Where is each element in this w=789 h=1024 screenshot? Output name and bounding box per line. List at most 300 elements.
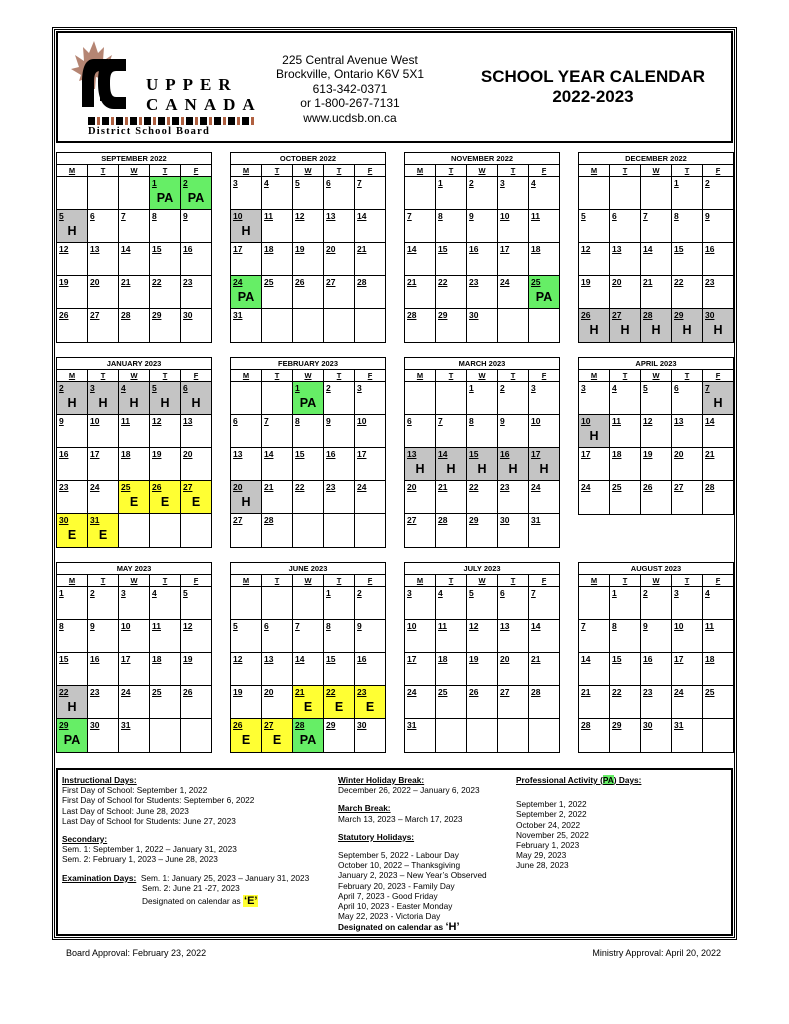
day-number: 10 xyxy=(357,416,367,426)
day-code: H xyxy=(241,224,251,238)
day-cell xyxy=(324,719,355,752)
day-cell xyxy=(231,243,262,275)
day-cell xyxy=(293,514,324,547)
day-number: 14 xyxy=(705,416,715,426)
day-number: 3 xyxy=(121,588,126,598)
day-number: 8 xyxy=(326,621,331,631)
weekday-label: T xyxy=(150,575,181,586)
day-cell xyxy=(150,382,181,414)
day-cell xyxy=(262,620,293,652)
day-code: H xyxy=(589,429,599,443)
day-number: 28 xyxy=(121,310,131,320)
day-cell xyxy=(181,415,211,447)
day-cell xyxy=(88,177,119,209)
day-cell xyxy=(529,620,559,652)
weekday-label: T xyxy=(88,575,119,586)
day-cell xyxy=(703,653,733,685)
day-number: 24 xyxy=(581,482,591,492)
day-number: 1 xyxy=(612,588,617,598)
day-number: 8 xyxy=(295,416,300,426)
day-number: 18 xyxy=(121,449,131,459)
day-cell xyxy=(641,177,672,209)
day-number: 10 xyxy=(407,621,417,631)
day-code: H xyxy=(589,323,599,337)
day-number: 20 xyxy=(612,277,622,287)
week-row xyxy=(579,719,733,752)
day-cell xyxy=(579,481,610,514)
week-row xyxy=(57,382,211,415)
day-cell xyxy=(57,481,88,513)
weekday-label: F xyxy=(193,166,199,175)
day-cell xyxy=(703,686,733,718)
day-cell xyxy=(57,210,88,242)
weekday-label: W xyxy=(467,575,498,586)
month-title: JANUARY 2023 xyxy=(57,358,211,370)
address-line: Brockville, Ontario K6V 5X1 xyxy=(275,67,425,82)
week-row xyxy=(57,210,211,243)
month-title: JUNE 2023 xyxy=(231,563,385,575)
day-number: 16 xyxy=(705,244,715,254)
day-number: 26 xyxy=(643,482,653,492)
day-number: 13 xyxy=(233,449,243,459)
day-number: 3 xyxy=(531,383,536,393)
weekday-header xyxy=(231,370,385,382)
day-number: 8 xyxy=(612,621,617,631)
day-number: 19 xyxy=(643,449,653,459)
day-cell xyxy=(262,481,293,513)
day-number: 4 xyxy=(121,383,126,393)
day-number: 22 xyxy=(152,277,162,287)
day-number: 25 xyxy=(531,277,541,287)
day-cell xyxy=(672,448,703,480)
day-number: 2 xyxy=(705,178,710,188)
day-cell xyxy=(262,448,293,480)
day-code: H xyxy=(129,396,139,410)
week-row xyxy=(579,448,733,481)
day-cell xyxy=(119,448,150,480)
exam-tag: ‘E’ xyxy=(244,895,258,908)
day-number: 22 xyxy=(326,687,336,697)
day-cell xyxy=(703,309,733,342)
day-cell xyxy=(355,210,385,242)
week-row xyxy=(57,276,211,309)
day-cell xyxy=(579,243,610,275)
day-number: 15 xyxy=(612,654,622,664)
day-cell xyxy=(529,587,559,619)
legend-line: November 25, 2022 xyxy=(516,829,589,840)
day-number: 5 xyxy=(643,383,648,393)
day-number: 2 xyxy=(500,383,505,393)
day-number: 9 xyxy=(357,621,362,631)
day-cell xyxy=(150,210,181,242)
day-number: 27 xyxy=(500,687,510,697)
day-number: 17 xyxy=(674,654,684,664)
day-number: 7 xyxy=(643,211,648,221)
day-cell xyxy=(119,243,150,275)
day-number: 14 xyxy=(264,449,274,459)
week-row xyxy=(57,620,211,653)
day-cell xyxy=(57,415,88,447)
weekday-label: F xyxy=(715,166,721,175)
day-cell xyxy=(610,210,641,242)
day-number: 29 xyxy=(326,720,336,730)
weekday-label: T xyxy=(672,575,703,586)
day-cell xyxy=(262,686,293,718)
day-number: 21 xyxy=(121,277,131,287)
day-cell xyxy=(498,382,529,414)
day-number: 3 xyxy=(407,588,412,598)
day-cell xyxy=(641,243,672,275)
day-number: 31 xyxy=(674,720,684,730)
legend-line: Last Day of School for Students: June 27, 2023 xyxy=(62,815,236,826)
holiday-designated: Designated on calendar as xyxy=(338,922,444,933)
weekday-label: T xyxy=(262,165,293,176)
day-cell xyxy=(181,177,211,209)
day-cell xyxy=(293,719,324,752)
day-number: 16 xyxy=(183,244,193,254)
weekday-label: T xyxy=(324,575,355,586)
day-cell xyxy=(293,481,324,513)
week-row xyxy=(231,620,385,653)
day-code: PA xyxy=(299,733,317,747)
day-cell xyxy=(641,686,672,718)
day-number: 15 xyxy=(674,244,684,254)
day-code: H xyxy=(160,396,170,410)
day-cell xyxy=(641,587,672,619)
day-number: 16 xyxy=(469,244,479,254)
day-number: 24 xyxy=(531,482,541,492)
day-number: 12 xyxy=(469,621,479,631)
week-row xyxy=(57,243,211,276)
day-number: 1 xyxy=(59,588,64,598)
day-number: 10 xyxy=(90,416,100,426)
day-number: 10 xyxy=(674,621,684,631)
day-number: 2 xyxy=(357,588,362,598)
day-cell xyxy=(436,653,467,685)
weekday-label: F xyxy=(193,576,199,585)
week-row xyxy=(405,514,559,547)
day-cell xyxy=(355,276,385,308)
day-cell xyxy=(293,620,324,652)
day-number: 31 xyxy=(407,720,417,730)
day-number: 31 xyxy=(531,515,541,525)
day-number: 19 xyxy=(233,687,243,697)
day-number: 5 xyxy=(581,211,586,221)
day-cell xyxy=(119,620,150,652)
day-cell xyxy=(181,481,211,513)
day-number: 18 xyxy=(264,244,274,254)
legend-line: September 2, 2022 xyxy=(516,809,587,820)
day-cell xyxy=(57,514,88,547)
day-cell xyxy=(355,415,385,447)
week-row xyxy=(231,243,385,276)
month-calendar xyxy=(56,562,212,753)
day-cell xyxy=(405,481,436,513)
day-number: 19 xyxy=(295,244,305,254)
day-cell xyxy=(672,382,703,414)
weekday-header xyxy=(405,370,559,382)
legend xyxy=(56,768,733,936)
weekday-label: F xyxy=(541,371,547,380)
day-number: 8 xyxy=(438,211,443,221)
day-number: 28 xyxy=(705,482,715,492)
day-number: 17 xyxy=(581,449,591,459)
day-cell xyxy=(498,448,529,480)
day-cell xyxy=(88,243,119,275)
day-number: 28 xyxy=(531,687,541,697)
day-number: 11 xyxy=(152,621,161,631)
day-cell xyxy=(529,177,559,209)
month-calendar xyxy=(404,562,560,753)
day-number: 17 xyxy=(531,449,541,459)
legend-line: Sem. 2: February 1, 2023 – June 28, 2023 xyxy=(62,854,218,865)
day-number: 4 xyxy=(264,178,269,188)
day-number: 21 xyxy=(531,654,541,664)
weekday-label: F xyxy=(715,371,721,380)
day-number: 6 xyxy=(233,416,238,426)
day-cell xyxy=(529,309,559,342)
day-cell xyxy=(529,276,559,308)
day-cell xyxy=(467,481,498,513)
day-number: 6 xyxy=(183,383,188,393)
day-cell xyxy=(467,448,498,480)
day-cell xyxy=(231,276,262,308)
weekday-label: M xyxy=(231,575,262,586)
day-number: 3 xyxy=(581,383,586,393)
day-number: 5 xyxy=(152,383,157,393)
day-cell xyxy=(405,587,436,619)
day-number: 19 xyxy=(581,277,591,287)
day-number: 5 xyxy=(233,621,238,631)
day-number: 12 xyxy=(183,621,193,631)
day-number: 14 xyxy=(121,244,131,254)
day-cell xyxy=(293,210,324,242)
day-number: 24 xyxy=(357,482,367,492)
day-number: 22 xyxy=(674,277,684,287)
day-cell xyxy=(119,481,150,513)
day-number: 20 xyxy=(407,482,417,492)
instructional-title: Instructional Days: xyxy=(62,775,137,785)
day-number: 15 xyxy=(152,244,162,254)
day-cell xyxy=(324,620,355,652)
month-title: OCTOBER 2022 xyxy=(231,153,385,165)
legend-line: Sem. 2: June 21 -27, 2023 xyxy=(142,882,240,893)
day-number: 2 xyxy=(90,588,95,598)
day-cell xyxy=(231,210,262,242)
day-code: H xyxy=(651,323,661,337)
day-cell xyxy=(672,587,703,619)
weekday-label: W xyxy=(467,165,498,176)
legend-line: April 10, 2023 - Easter Monday xyxy=(338,901,453,912)
day-number: 17 xyxy=(357,449,367,459)
week-row xyxy=(231,309,385,342)
day-number: 23 xyxy=(500,482,510,492)
day-number: 1 xyxy=(152,178,157,188)
day-cell xyxy=(703,210,733,242)
day-cell xyxy=(498,686,529,718)
day-cell xyxy=(181,686,211,718)
week-row xyxy=(579,309,733,342)
day-number: 25 xyxy=(438,687,448,697)
weekday-label: W xyxy=(119,165,150,176)
day-number: 30 xyxy=(90,720,100,730)
day-number: 28 xyxy=(295,720,305,730)
weekday-label: W xyxy=(641,370,672,381)
day-cell xyxy=(293,448,324,480)
day-cell xyxy=(88,481,119,513)
day-cell xyxy=(57,243,88,275)
weekday-label: W xyxy=(293,575,324,586)
week-row xyxy=(405,309,559,342)
day-cell xyxy=(293,686,324,718)
weekday-label: M xyxy=(57,165,88,176)
day-code: H xyxy=(539,462,549,476)
day-cell xyxy=(610,177,641,209)
day-number: 12 xyxy=(59,244,69,254)
day-number: 15 xyxy=(295,449,305,459)
day-cell xyxy=(672,686,703,718)
week-row xyxy=(579,276,733,309)
day-cell xyxy=(703,382,733,414)
day-number: 11 xyxy=(705,621,714,631)
day-cell xyxy=(467,653,498,685)
day-cell xyxy=(641,309,672,342)
day-cell xyxy=(405,653,436,685)
weekday-header xyxy=(57,165,211,177)
month-calendar xyxy=(56,357,212,548)
day-cell xyxy=(405,177,436,209)
day-cell xyxy=(467,177,498,209)
weekday-label: M xyxy=(57,370,88,381)
day-number: 24 xyxy=(407,687,417,697)
day-cell xyxy=(610,448,641,480)
week-row xyxy=(57,686,211,719)
day-cell xyxy=(355,481,385,513)
day-code: H xyxy=(713,323,723,337)
week-row xyxy=(405,210,559,243)
day-cell xyxy=(641,276,672,308)
week-row xyxy=(231,514,385,547)
day-cell xyxy=(672,481,703,514)
day-number: 27 xyxy=(326,277,336,287)
week-row xyxy=(231,276,385,309)
day-cell xyxy=(231,177,262,209)
weekday-label: T xyxy=(150,165,181,176)
day-cell xyxy=(231,309,262,342)
exam-designated: Designated on calendar as xyxy=(142,896,241,907)
day-number: 12 xyxy=(295,211,305,221)
day-cell xyxy=(610,719,641,752)
holiday-tag: ‘H’ xyxy=(445,921,460,934)
day-number: 24 xyxy=(121,687,131,697)
day-number: 7 xyxy=(531,588,536,598)
day-number: 23 xyxy=(183,277,193,287)
day-code: H xyxy=(241,495,251,509)
day-code: H xyxy=(67,224,77,238)
day-cell xyxy=(150,481,181,513)
day-cell xyxy=(88,719,119,752)
day-cell xyxy=(579,686,610,718)
day-number: 20 xyxy=(233,482,243,492)
day-cell xyxy=(324,587,355,619)
day-cell xyxy=(467,514,498,547)
day-cell xyxy=(579,587,610,619)
day-number: 7 xyxy=(295,621,300,631)
day-cell xyxy=(641,382,672,414)
day-cell xyxy=(57,686,88,718)
month-title: APRIL 2023 xyxy=(579,358,733,370)
day-cell xyxy=(324,309,355,342)
weekday-label: F xyxy=(541,576,547,585)
day-cell xyxy=(529,686,559,718)
weekday-header xyxy=(405,575,559,587)
day-number: 31 xyxy=(121,720,131,730)
day-number: 19 xyxy=(152,449,162,459)
month-title: SEPTEMBER 2022 xyxy=(57,153,211,165)
day-code: PA xyxy=(237,290,255,304)
day-number: 13 xyxy=(183,416,193,426)
day-number: 21 xyxy=(643,277,653,287)
day-cell xyxy=(405,276,436,308)
day-cell xyxy=(119,514,150,547)
week-row xyxy=(57,309,211,342)
day-cell xyxy=(57,177,88,209)
day-cell xyxy=(324,276,355,308)
day-cell xyxy=(672,177,703,209)
day-number: 7 xyxy=(407,211,412,221)
day-cell xyxy=(181,276,211,308)
day-number: 29 xyxy=(612,720,622,730)
day-number: 27 xyxy=(407,515,417,525)
day-code: E xyxy=(241,733,251,747)
day-cell xyxy=(610,481,641,514)
weekday-header xyxy=(405,165,559,177)
day-number: 26 xyxy=(469,687,479,697)
day-cell xyxy=(703,448,733,480)
day-number: 1 xyxy=(674,178,679,188)
day-number: 2 xyxy=(643,588,648,598)
week-row xyxy=(231,210,385,243)
day-number: 26 xyxy=(152,482,162,492)
day-cell xyxy=(119,587,150,619)
weekday-label: T xyxy=(324,165,355,176)
day-cell xyxy=(529,719,559,752)
weekday-label: F xyxy=(367,166,373,175)
day-number: 11 xyxy=(264,211,273,221)
day-number: 7 xyxy=(438,416,443,426)
day-cell xyxy=(293,276,324,308)
day-cell xyxy=(405,514,436,547)
day-cell xyxy=(467,243,498,275)
day-cell xyxy=(293,382,324,414)
day-cell xyxy=(181,719,211,752)
day-cell xyxy=(88,415,119,447)
day-cell xyxy=(324,415,355,447)
day-number: 9 xyxy=(59,416,64,426)
day-cell xyxy=(641,415,672,447)
legend-line: May 22, 2023 - Victoria Day xyxy=(338,911,441,922)
day-cell xyxy=(150,448,181,480)
day-cell xyxy=(703,177,733,209)
maple-leaf-icon xyxy=(64,37,144,117)
day-cell xyxy=(57,653,88,685)
day-cell xyxy=(57,587,88,619)
day-cell xyxy=(703,415,733,447)
day-cell xyxy=(641,210,672,242)
day-number: 13 xyxy=(326,211,336,221)
day-cell xyxy=(579,415,610,447)
day-cell xyxy=(119,686,150,718)
